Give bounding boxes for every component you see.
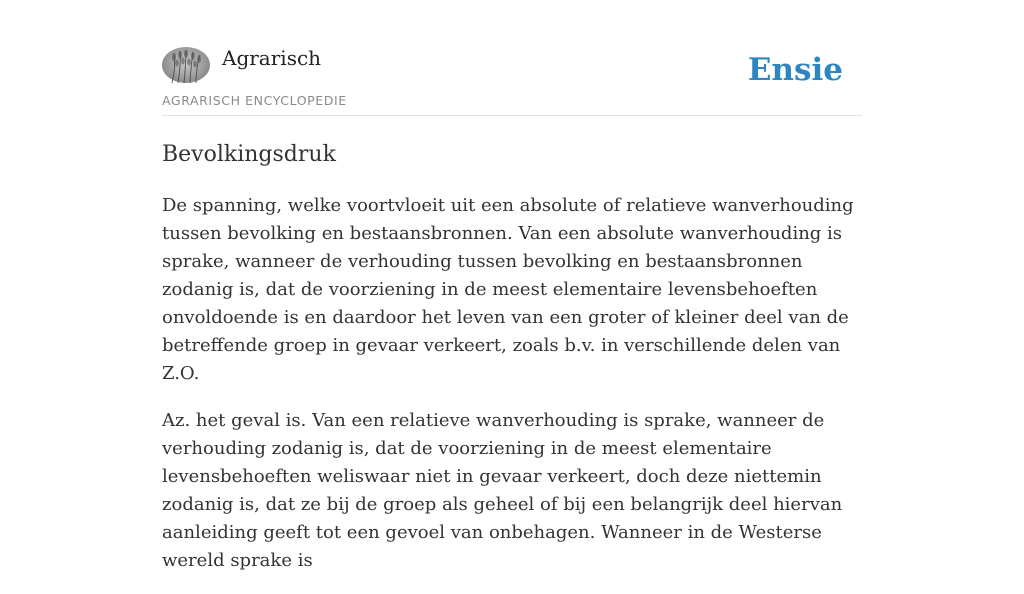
article-body [162,192,862,594]
article-paragraph: Az. het geval is. Van een relatieve wanverhouding is sprake, wanneer de verhouding zodanig is, dat de voorziening in de meest elementaire levensbehoeften weliswaar niet in gevaar verkeert, doch deze niettemin zodanig is, dat ze bij de groep als geheel of bij een belangrijk deel hiervan aanleiding geeft tot een gevoel van onbehagen. Wanneer in de Westerse wereld sprake is [162,410,843,571]
site-name[interactable]: Agrarisch [222,46,322,70]
page-title: Bevolkingsdruk [162,142,336,167]
article-container [162,0,862,571]
site-subtitle: AGRARISCH ENCYCLOPEDIE [162,93,347,108]
brand-logo[interactable]: Ensie [747,52,843,88]
site-header [162,0,862,116]
wheat-icon[interactable] [162,47,210,83]
article-paragraph: De spanning, welke voortvloeit uit een absolute of relatieve wanverhouding tussen bevolking en bestaansbronnen. Van een absolute wanverhouding is sprake, wanneer de verhouding tussen bevolking en bestaansbronnen zodanig is, dat de voorziening in de meest elementaire levensbehoeften onvoldoende is en daardoor het leven van een groter of kleiner deel van de betreffende groep in gevaar verkeert, zoals b.v. in verschillende delen van Z.O. [162,195,854,384]
